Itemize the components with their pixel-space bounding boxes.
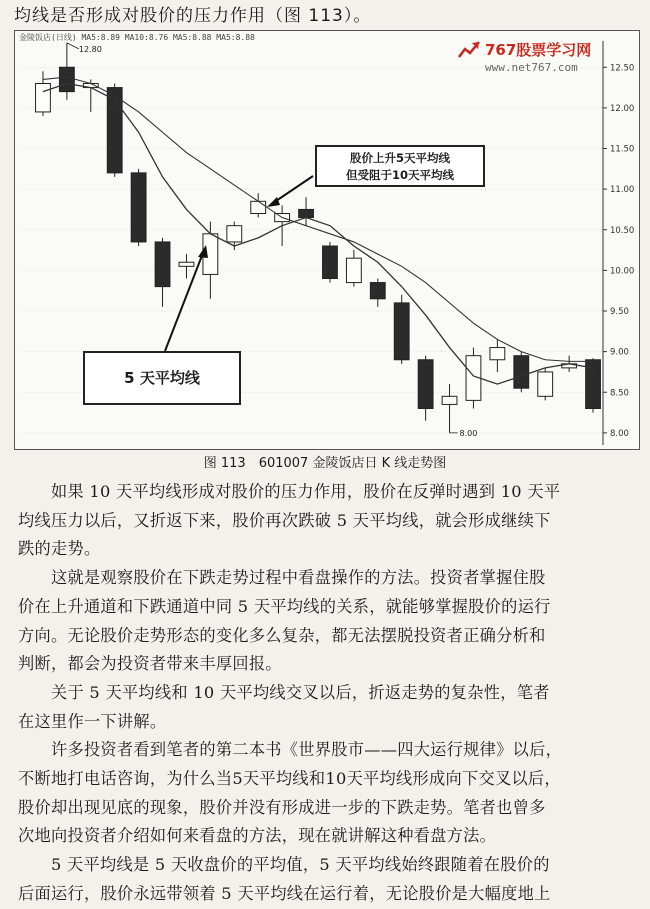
candle-body	[59, 67, 74, 91]
y-tick-label: 11.00	[610, 185, 635, 196]
high-label: 12.80	[78, 44, 102, 54]
y-tick-label: 10.50	[610, 225, 635, 236]
callout-arrow-1	[273, 176, 313, 203]
y-tick-label: 12.00	[610, 103, 635, 114]
callout-resistance	[315, 145, 485, 187]
paragraph-line: 方向。无论股价走势形态的变化多么复杂，都无法摆脱投资者正确分析和	[18, 625, 546, 645]
y-tick-label: 11.50	[610, 144, 635, 155]
paragraph-line: 股价却出现见底的现象，股价并没有形成进一步的下跌走势。笔者也曾多	[18, 797, 546, 817]
callout-arrow-2	[165, 253, 203, 351]
watermark-title: 767股票学习网	[485, 41, 592, 59]
paragraph-line: 价在上升通道和下跌通道中同 5 天平均线的关系，就能够掌握股价的运行	[18, 596, 551, 616]
paragraph-line: 判断，都会为投资者带来丰厚回报。	[18, 654, 282, 674]
paragraph-line: 不断地打电话咨询，为什么当5天平均线和10天平均线形成向下交叉以后，	[18, 769, 561, 789]
y-tick-label: 9.50	[610, 307, 629, 317]
kline-chart	[14, 30, 640, 450]
y-tick-label: 10.00	[610, 266, 635, 277]
paragraph-line: 许多投资者看到笔者的第二本书《世界股市——四大运行规律》以后，	[18, 740, 563, 760]
paragraph-line: 跌的走势。	[18, 539, 101, 559]
callout-resistance-line-1: 股价上升5天平均线	[349, 151, 450, 165]
paragraph-line: 这就是观察股价在下跌走势过程中看盘操作的方法。投资者掌握住股	[18, 568, 546, 588]
candle-body	[538, 372, 553, 396]
callout-resistance-line-2: 但受阻于10天平均线	[345, 168, 454, 182]
paragraph-line: 如果 10 天平均线形成对股价的压力作用，股价在反弹时遇到 10 天平	[18, 482, 561, 501]
candle-body	[131, 173, 146, 242]
candle-body	[418, 360, 433, 409]
candle-body	[179, 262, 194, 266]
paragraph-line: 5 天平均线是 5 天收盘价的平均值，5 天平均线始终跟随着在股价的	[18, 855, 550, 875]
paragraph-line: 次地向投资者介绍如何来看盘的方法，现在就讲解这种看盘方法。	[18, 826, 497, 846]
candle-body	[346, 258, 361, 282]
paragraph-line: 均线压力以后，又折返下来，股价再次跌破 5 天平均线，就会形成继续下	[18, 510, 551, 530]
paragraph-line: 在这里作一下讲解。	[18, 711, 167, 731]
candle-body	[490, 348, 505, 360]
y-tick-label: 8.00	[610, 428, 629, 439]
y-tick-label: 12.50	[610, 63, 635, 74]
candle-body	[36, 84, 51, 112]
candle-body	[227, 226, 242, 242]
candle-body	[323, 246, 338, 279]
ma5-line	[43, 84, 593, 385]
callout-ma5: 5 天平均线	[83, 351, 241, 405]
candle-body	[299, 209, 314, 217]
watermark-url: www.net767.com	[485, 61, 578, 74]
candle-body	[155, 242, 170, 287]
figure-caption: 图 113 601007 金陵饭店日 K 线走势图	[203, 456, 447, 471]
y-tick-label: 8.50	[610, 388, 629, 399]
top-text-line: 均线是否形成对股价的压力作用（图 113）。	[14, 6, 372, 26]
chart-logo-icon	[457, 39, 483, 61]
candle-body	[370, 283, 385, 299]
candle-body	[442, 396, 457, 404]
candle-body	[251, 201, 266, 213]
candle-body	[394, 303, 409, 360]
y-tick-label: 9.00	[610, 347, 629, 358]
ma10-line	[43, 77, 593, 361]
low-label: 8.00	[459, 428, 478, 438]
paragraph-line: 关于 5 天平均线和 10 天平均线交叉以后，折返走势的复杂性，笔者	[18, 682, 550, 702]
high-marker	[67, 43, 79, 49]
paragraph-line: 后面运行，股价永远带领着 5 天平均线在运行着，无论股价是大幅度地上	[18, 883, 551, 903]
chart-legend: 金陵饭店(日线) MA5:8.89 MA10:8.76 MA5:8.88 MA5:8.88	[19, 33, 255, 42]
candle-body	[514, 356, 529, 389]
body-text	[18, 478, 634, 909]
site-watermark	[457, 39, 607, 79]
